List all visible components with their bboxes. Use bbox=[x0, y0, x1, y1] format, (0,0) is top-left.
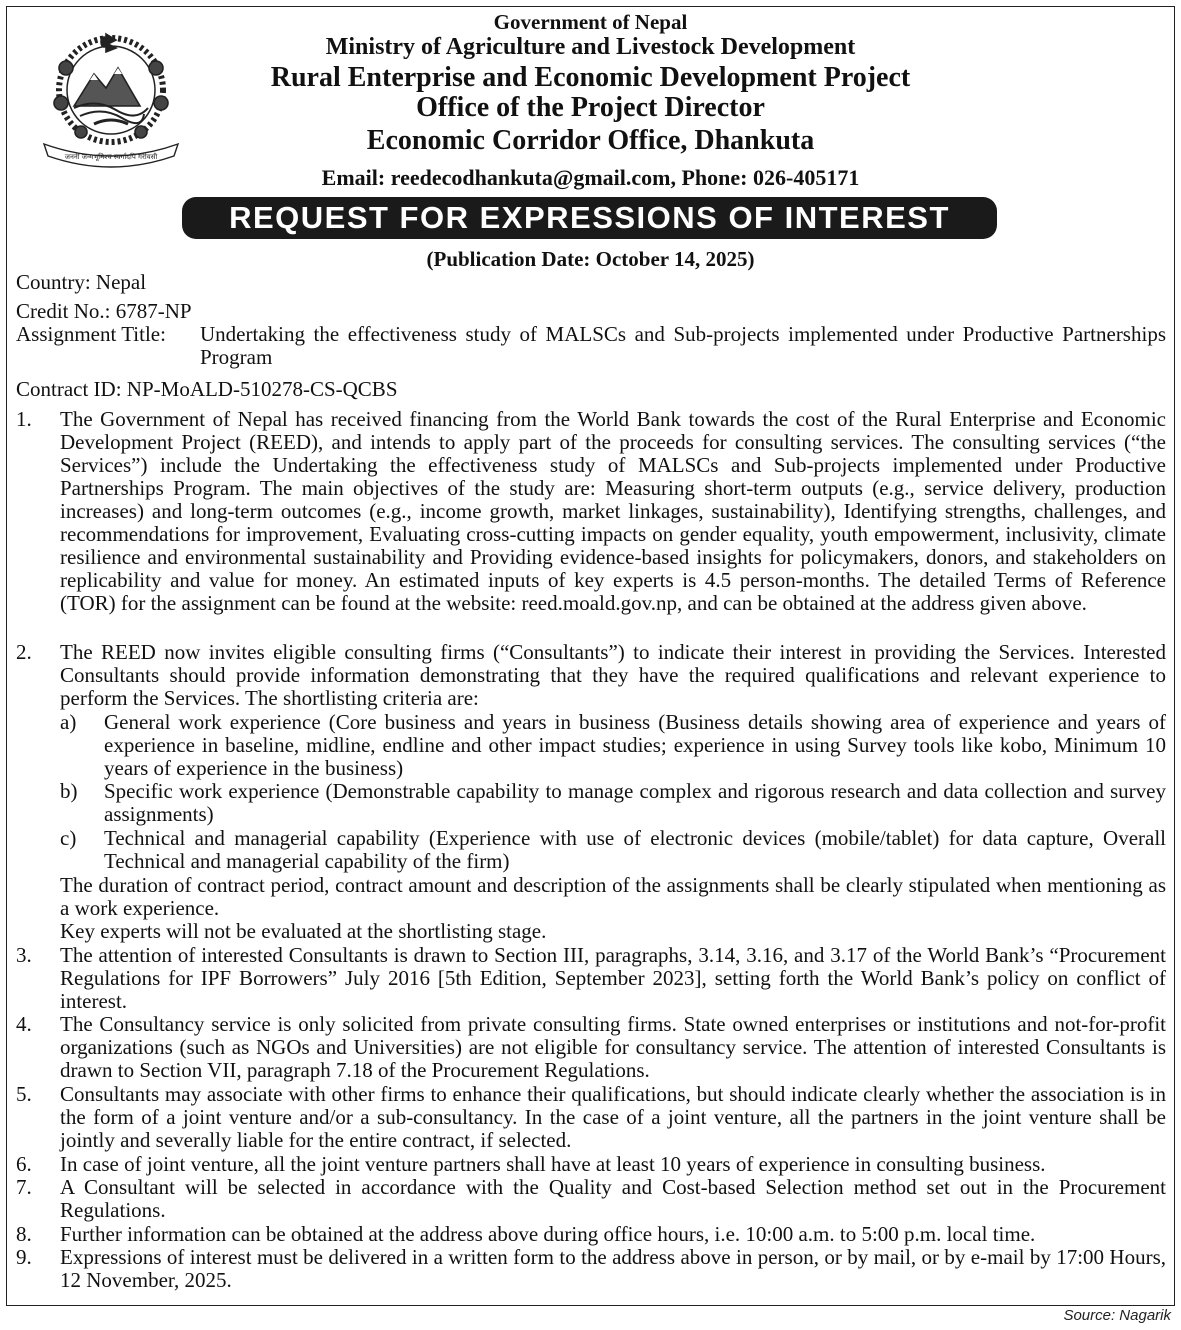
note-paragraph: The duration of contract period, contract amount and description of the assignments shall be clearly stipulated when mentioning as a work experience. bbox=[60, 873, 1166, 920]
item-text: The attention of interested Consultants is drawn to Section III, paragraphs, 3.14, 3.16, and 3.17 of the World Bank’s “Procurement Regulations for IPF Borrowers” July 2016 [5th Edition, September 2023], setting forth the World Bank’s policy on conflict of interest. bbox=[60, 943, 1166, 1013]
item-text: A Consultant will be selected in accordance with the Quality and Cost-based Selection method set out in the Procurement Regulations. bbox=[60, 1175, 1166, 1222]
item-text: The REED now invites eligible consulting firms (“Consultants”) to indicate their interest in providing the Services. Interested Consultants should provide information demonstrating that they have the required qualifications and relevant experience to perform the Services. The shortlisting criteria are: bbox=[60, 640, 1166, 710]
publication-date: (Publication Date: October 14, 2025) bbox=[426, 247, 755, 271]
criteria-letter: b) bbox=[60, 779, 78, 803]
criteria-letter: c) bbox=[60, 826, 77, 850]
item-text: In case of joint venture, all the joint venture partners shall have at least 10 years of experience in consulting business. bbox=[60, 1152, 1046, 1176]
item-number: 1. bbox=[16, 407, 32, 431]
assignment-label: Assignment Title: bbox=[16, 322, 166, 346]
criteria-text: General work experience (Core business and years in business (Business details showing area of experience and years of experience in baseline, midline, endline and other impact studies; experience in using Survey tools like kobo, Minimum 10 years of experience in the business) bbox=[104, 710, 1166, 780]
corridor-office-heading: Economic Corridor Office, Dhankuta bbox=[366, 125, 815, 156]
item-text: The Government of Nepal has received financing from the World Bank towards the cost of the Rural Enterprise and Economic Development Project (REED), and intends to apply part of the proceeds for consulting services. The consulting services (“the Services”) include the Undertaking the effectiveness study of MALSCs and Sub-projects implemented under Productive Partnerships Program. The main objectives of the study are: Measuring short-term outputs (e.g., service delivery, production increases) and long-term outcomes (e.g., income growth, market linkages, sustainability), Identifying strengths, challenges, and recommendations for improvement, Evaluating cross-cutting impacts on gender equality, youth empowerment, inclusivity, climate resilience and environmental sustainability and Providing evidence-based insights for policymakers, donors, and stakeholders on replicability and value for money. An estimated inputs of key experts is 4.5 person-months. The detailed Terms of Reference (TOR) for the assignment can be found at the website: reed.moald.gov.np, and can be obtained at the address given above. bbox=[60, 407, 1166, 615]
assignment-value: Undertaking the effectiveness study of MALSCs and Sub-projects implemented under Productive Partnerships Program bbox=[200, 322, 1166, 369]
item-number: 5. bbox=[16, 1082, 32, 1106]
item-number: 4. bbox=[16, 1012, 32, 1036]
ministry-heading: Ministry of Agriculture and Livestock Development bbox=[325, 34, 856, 60]
item-text: Expressions of interest must be delivered in a written form to the address above in person, or by mail, or by e-mail by 17:00 Hours, 12 November, 2025. bbox=[60, 1245, 1166, 1292]
item-number: 2. bbox=[16, 640, 32, 664]
item-text: The Consultancy service is only solicited from private consulting firms. State owned enterprises or institutions and not-for-profit organizations (such as NGOs and Universities) are not eligible for consultancy service. The attention of interested Consultants is drawn to Section VII, paragraph 7.18 of the Procurement Regulations. bbox=[60, 1012, 1166, 1082]
emblem-motto: जननी जन्मभूमिश्च स्वर्गादपि गरीयसी bbox=[64, 153, 158, 161]
item-number: 8. bbox=[16, 1222, 32, 1246]
item-text: Further information can be obtained at the address above during office hours, i.e. 10:00 a.m. to 5:00 p.m. local time. bbox=[60, 1222, 1036, 1246]
item-number: 7. bbox=[16, 1175, 32, 1199]
item-number: 9. bbox=[16, 1245, 32, 1269]
country-line: Country: Nepal bbox=[16, 270, 147, 294]
credit-line: Credit No.: 6787-NP bbox=[16, 299, 192, 323]
note-paragraph: Key experts will not be evaluated at the shortlisting stage. bbox=[60, 919, 547, 943]
page-title: REQUEST FOR EXPRESSIONS OF INTEREST bbox=[182, 197, 997, 239]
item-number: 3. bbox=[16, 943, 32, 967]
project-heading: Rural Enterprise and Economic Development Project bbox=[270, 62, 911, 93]
contract-id-line: Contract ID: NP-MoALD-510278-CS-QCBS bbox=[16, 377, 398, 401]
item-number: 6. bbox=[16, 1152, 32, 1176]
contact-line: Email: reedecodhankuta@gmail.com, Phone: 026-405171 bbox=[321, 165, 860, 190]
office-heading: Office of the Project Director bbox=[416, 92, 765, 123]
government-heading: Government of Nepal bbox=[493, 10, 688, 34]
item-text: Consultants may associate with other firms to enhance their qualifications, but should indicate clearly whether the association is in the form of a joint venture and/or a sub-consultancy. In the case of a joint venture, all the partners in the joint venture shall be jointly and severally liable for the entire contract, if selected. bbox=[60, 1082, 1166, 1152]
criteria-letter: a) bbox=[60, 710, 77, 734]
criteria-text: Specific work experience (Demonstrable capability to manage complex and rigorous research and data collection and survey assignments) bbox=[104, 779, 1166, 826]
source-credit: Source: Nagarik bbox=[1063, 1307, 1171, 1324]
criteria-text: Technical and managerial capability (Experience with use of electronic devices (mobile/tablet) for data capture, Overall Technical and managerial capability of the firm) bbox=[104, 826, 1166, 873]
